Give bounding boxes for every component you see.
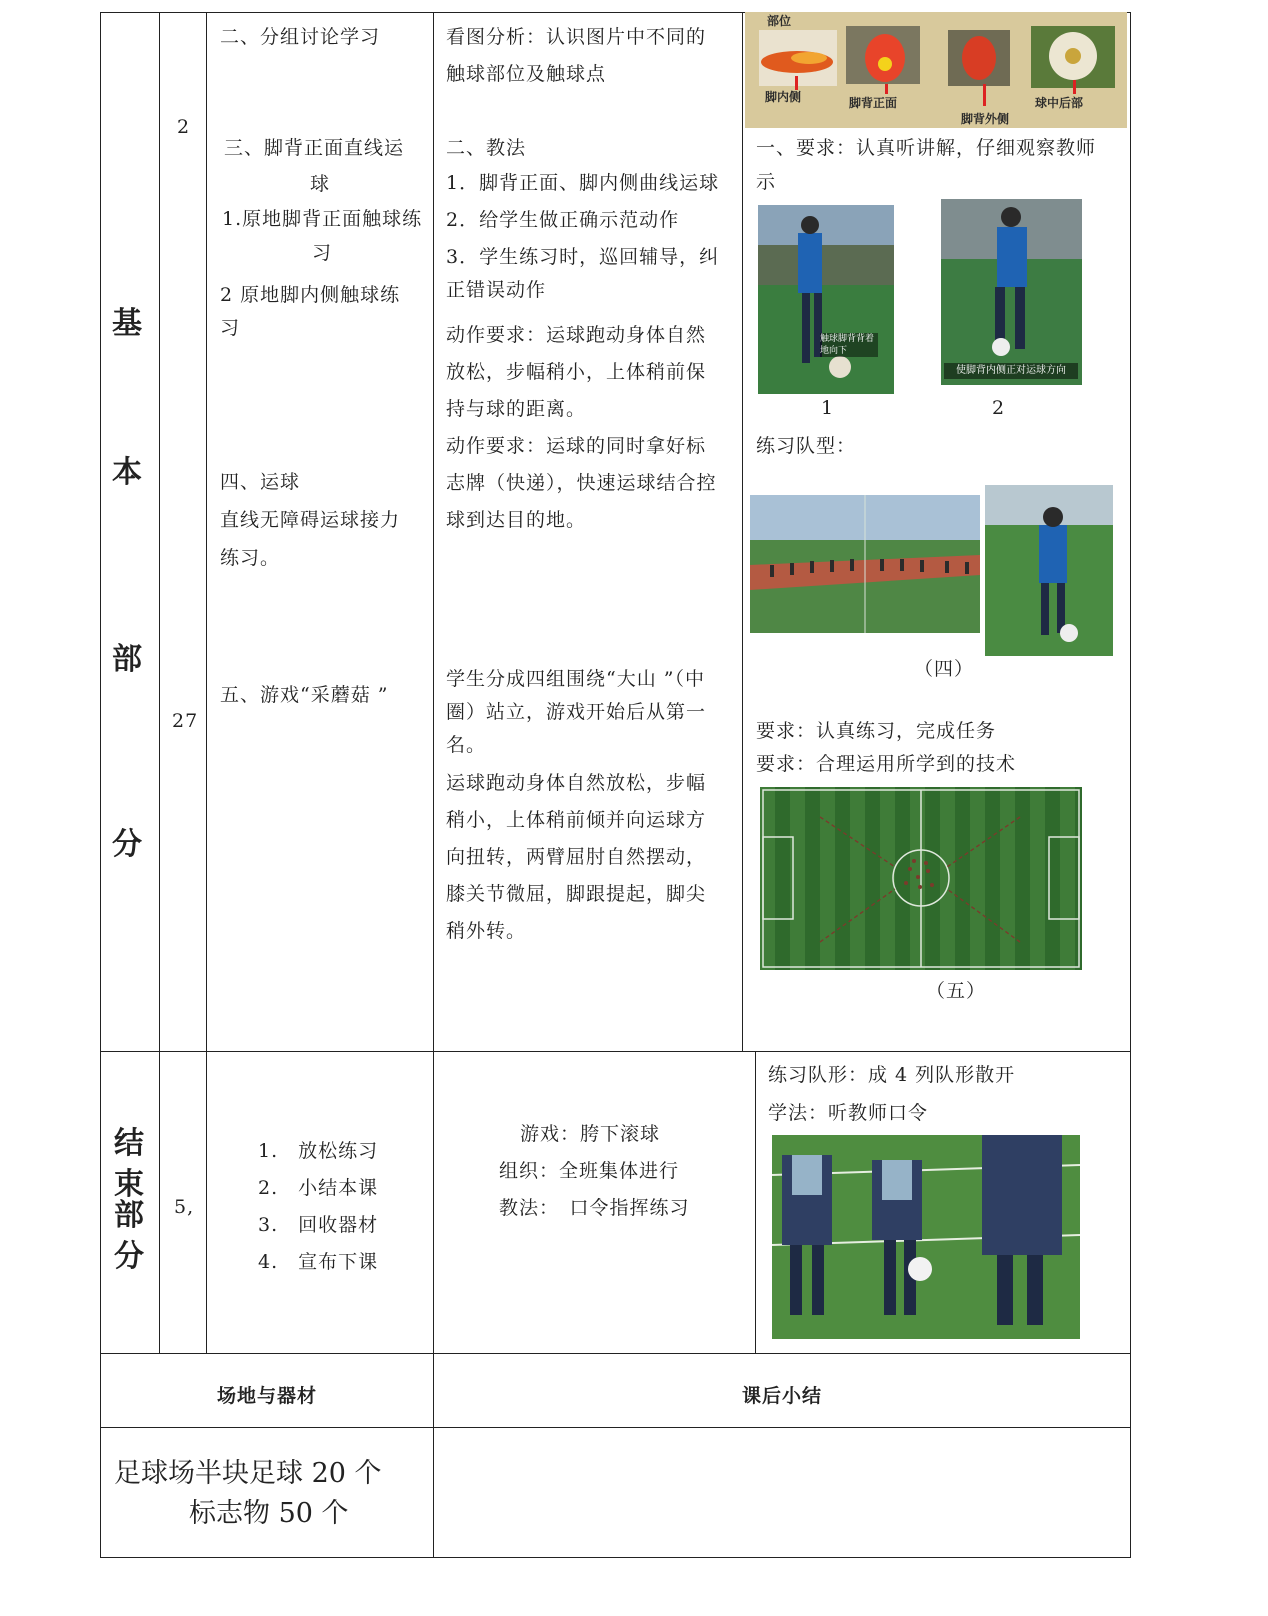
demo-photo-2-caption: 使脚背内侧正对运球方向 — [944, 363, 1078, 379]
method-teach-item: 1．脚背正面、脚内侧曲线运球 — [446, 172, 720, 194]
org-requirement: 要求：合理运用所学到的技术 — [756, 753, 1017, 775]
method-run: 向扭转，两臂屈肘自然摆动， — [446, 846, 707, 868]
dribble-photo-illustration — [985, 485, 1113, 656]
field-diagram — [760, 787, 1082, 970]
time-value: 5, — [174, 1196, 195, 1218]
col-line-method-basic — [742, 12, 743, 1052]
content-drill: 1.原地脚背正面触球练 — [222, 208, 423, 230]
demo-photo-1-illustration — [758, 205, 894, 394]
contact-point-label: 脚内侧 — [765, 90, 802, 104]
content-dribble-title: 三、脚背正面直线运 — [224, 137, 405, 159]
summary-body — [434, 1428, 1130, 1557]
demo-photo-2 — [941, 199, 1082, 385]
photo-number: 2 — [991, 397, 1005, 419]
time-value: 27 — [172, 710, 199, 732]
figure-caption-4: （四） — [914, 658, 975, 680]
content-drill: 习 — [220, 317, 241, 339]
method-run: 稍小，上体稍前倾并向运球方 — [446, 809, 707, 831]
section-label-char: 分 — [114, 1239, 144, 1274]
section-label-char: 部 — [114, 1198, 144, 1233]
method-teach-item: 2．给学生做正确示范动作 — [446, 209, 680, 231]
ending-item: 4. 宣布下课 — [258, 1251, 379, 1273]
content-drill: 2 原地脚内侧触球练 — [220, 284, 401, 306]
content-sec4: 直线无障碍运球接力 — [220, 509, 401, 531]
method-requirement: 球到达目的地。 — [446, 509, 587, 531]
org-requirement: 要求：认真练习，完成任务 — [756, 720, 997, 742]
method-requirement: 志牌（快递），快速运球结合控 — [446, 472, 717, 494]
method-run: 膝关节微屈，脚跟提起，脚尖 — [446, 883, 707, 905]
field-diagram-illustration — [760, 787, 1082, 970]
section-label-char: 部 — [112, 642, 142, 677]
method-game: 学生分成四组围绕“大山 ”（中 — [446, 668, 705, 690]
table-border-left — [100, 12, 101, 1558]
ending-item: 3. 回收器材 — [258, 1214, 379, 1236]
method-requirement: 动作要求：运球跑动身体自然 — [446, 324, 707, 346]
method-look: 看图分析：认识图片中不同的 — [446, 26, 707, 48]
col-line-method-ending — [755, 1052, 756, 1354]
method-run: 稍外转。 — [446, 920, 527, 942]
demo-photo-2-illustration — [941, 199, 1082, 385]
ending-method: 游戏：胯下滚球 — [520, 1123, 661, 1145]
org-requirement: 示 — [756, 171, 777, 193]
summary-header: 课后小结 — [741, 1385, 822, 1407]
venue-equipment: 足球场半块足球 20 个 — [114, 1458, 382, 1489]
col-line-section — [159, 12, 160, 1354]
contact-point-label: 脚背外侧 — [961, 112, 1010, 126]
table-border-bottom — [100, 1557, 1131, 1558]
ending-method: 教法： 口令指挥练习 — [499, 1197, 690, 1219]
org-requirement: 一、要求：认真听讲解，仔细观察教师 — [756, 137, 1097, 159]
content-sec4-title: 四、运球 — [220, 471, 301, 493]
method-game: 名。 — [446, 734, 487, 756]
figure-caption-5: （五） — [926, 980, 987, 1002]
ending-method: 组织：全班集体进行 — [499, 1160, 680, 1182]
content-drill: 习 — [312, 242, 333, 264]
method-requirement: 持与球的距离。 — [446, 398, 587, 420]
ending-org: 学法：听教师口令 — [768, 1102, 929, 1124]
venue-header: 场地与器材 — [216, 1385, 317, 1407]
demo-photo-1-caption: 触球脚背背着地向下 — [820, 333, 878, 357]
section-label-char: 本 — [112, 455, 142, 490]
demo-photo-1 — [758, 205, 894, 394]
contact-points-image — [745, 12, 1127, 128]
method-run: 运球跑动身体自然放松，步幅 — [446, 772, 707, 794]
time-value: 2 — [177, 116, 191, 138]
method-teach-item: 3．学生练习时，巡回辅导，纠 — [446, 246, 720, 268]
method-look: 触球部位及触球点 — [446, 63, 607, 85]
contact-points-title: 部位 — [767, 14, 792, 28]
row-line-ending — [100, 1051, 1131, 1052]
relax-game-photo-illustration — [772, 1135, 1080, 1339]
section-label-char: 分 — [112, 827, 142, 862]
venue-equipment: 标志物 50 个 — [189, 1498, 349, 1529]
table-border-right — [1130, 12, 1131, 1558]
ending-org: 练习队形：成 4 列队形散开 — [768, 1064, 1016, 1086]
section-label-char: 束 — [114, 1167, 144, 1202]
content-dribble-title: 球 — [310, 173, 331, 195]
ending-item: 1. 放松练习 — [258, 1140, 379, 1162]
org-formation-label: 练习队型： — [756, 435, 857, 457]
content-sec4: 练习。 — [220, 547, 281, 569]
contact-point-label: 脚背正面 — [849, 96, 898, 110]
method-requirement: 动作要求：运球的同时拿好标 — [446, 435, 707, 457]
contact-point-label: 球中后部 — [1035, 96, 1084, 110]
section-label-char: 基 — [112, 306, 142, 341]
content-group-study: 二、分组讨论学习 — [220, 26, 381, 48]
section-label-char: 结 — [114, 1126, 144, 1161]
method-requirement: 放松，步幅稍小，上体稍前保 — [446, 361, 707, 383]
row-line-footer — [100, 1353, 1131, 1354]
method-teach-title: 二、教法 — [446, 137, 527, 159]
method-teach-item: 正错误动作 — [446, 279, 547, 301]
ending-item: 2. 小结本课 — [258, 1177, 379, 1199]
formation-photo-illustration — [750, 495, 980, 633]
photo-number: 1 — [820, 397, 834, 419]
relax-game-photo — [772, 1135, 1080, 1339]
content-sec5-title: 五、游戏“采蘑菇 ” — [220, 684, 389, 706]
formation-photo — [750, 495, 980, 633]
dribble-photo — [985, 485, 1113, 656]
col-line-time — [206, 12, 207, 1354]
col-line-content — [433, 12, 434, 1558]
method-game: 圈）站立，游戏开始后从第一 — [446, 701, 707, 723]
